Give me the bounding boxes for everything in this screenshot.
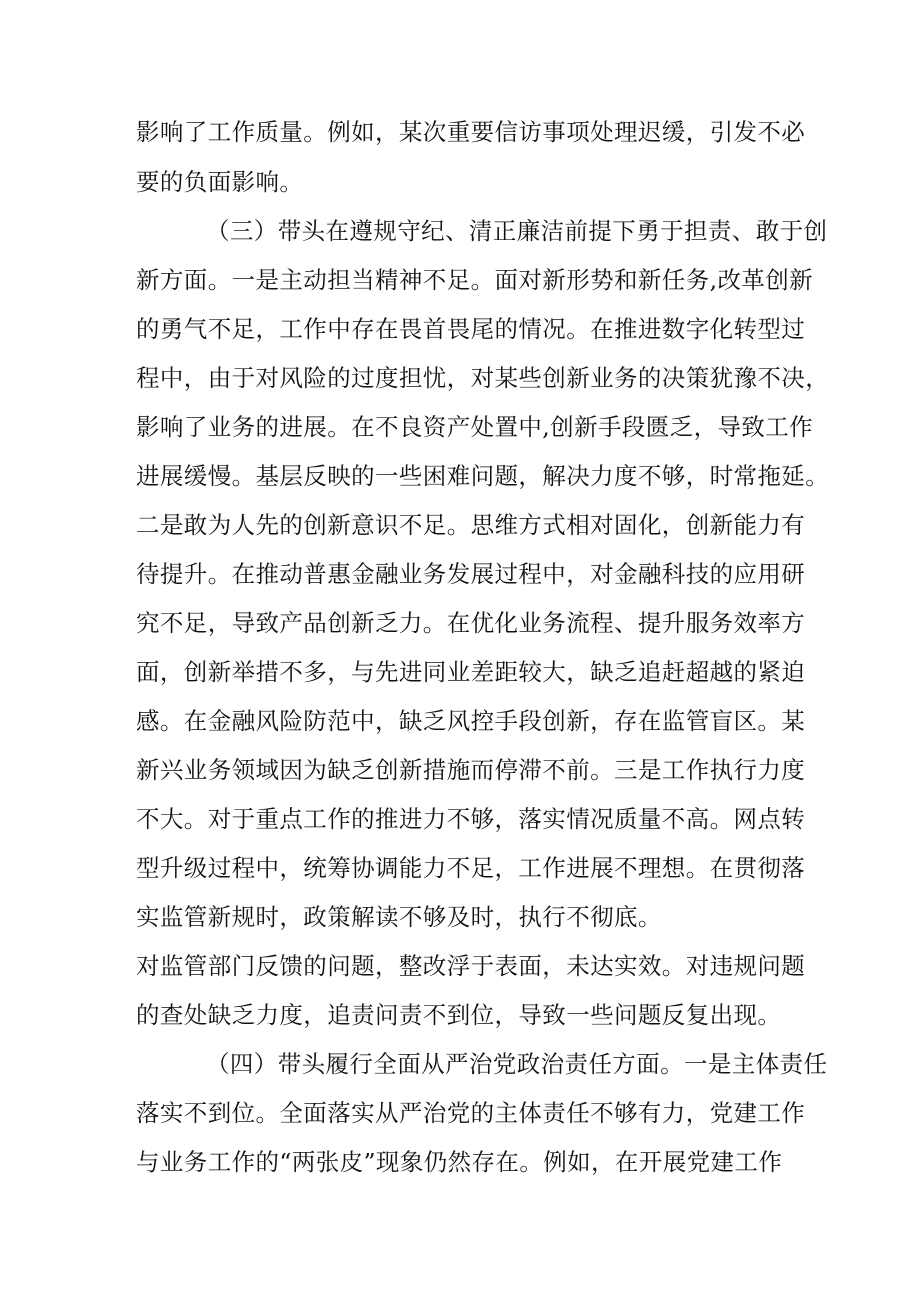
text-line: 对监管部门反馈的问题，整改浮于表面，未达实效。对违规问题	[136, 952, 806, 980]
text-line: 感。在金融风险防范中，缺乏风控手段创新，存在监管盲区。某	[136, 707, 806, 735]
text-line: 新兴业务领域因为缺乏创新措施而停滞不前。三是工作执行力度	[136, 756, 806, 784]
text-line: 要的负面影响。	[136, 168, 304, 196]
text-line: 的查处缺乏力度，追责问责不到位，导致一些问题反复出现。	[136, 1001, 782, 1029]
text-line: 不大。对于重点工作的推进力不够，落实情况质量不高。网点转	[136, 805, 806, 833]
text-line: 究不足，导致产品创新乏力。在优化业务流程、提升服务效率方	[136, 609, 806, 637]
text-line: 的勇气不足，工作中存在畏首畏尾的情况。在推进数字化转型过	[136, 315, 806, 343]
text-line: 面，创新举措不多，与先进同业差距较大，缺乏追赶超越的紧迫	[136, 658, 806, 686]
text-line: 与业务工作的“两张皮”现象仍然存在。例如，在开展党建工作	[136, 1148, 783, 1176]
text-line: 二是敢为人先的创新意识不足。思维方式相对固化，创新能力有	[136, 511, 806, 539]
text-line: 影响了业务的进展。在不良资产处置中,创新手段匮乏，导致工作	[136, 413, 814, 441]
section-heading-line: （三）带头在遵规守纪、清正廉洁前提下勇于担责、敢于创	[206, 217, 828, 245]
text-line: 影响了工作质量。例如，某次重要信访事项处理迟缓，引发不必	[136, 118, 806, 146]
text-line: 实监管新规时，政策解读不够及时，执行不彻底。	[136, 903, 662, 931]
text-line: 进展缓慢。基层反映的一些困难问题，解决力度不够，时常拖延。	[136, 462, 830, 490]
text-line: 程中，由于对风险的过度担忧，对某些创新业务的决策犹豫不决，	[136, 364, 830, 392]
text-line: 型升级过程中，统筹协调能力不足，工作进展不理想。在贯彻落	[136, 854, 806, 882]
text-line: 落实不到位。全面落实从严治党的主体责任不够有力，党建工作	[136, 1099, 806, 1127]
text-line: 待提升。在推动普惠金融业务发展过程中，对金融科技的应用研	[136, 560, 806, 588]
section-heading-line: （四）带头履行全面从严治党政治责任方面。一是主体责任	[206, 1050, 828, 1078]
text-line: 新方面。一是主动担当精神不足。面对新形势和新任务,改革创新	[136, 266, 814, 294]
